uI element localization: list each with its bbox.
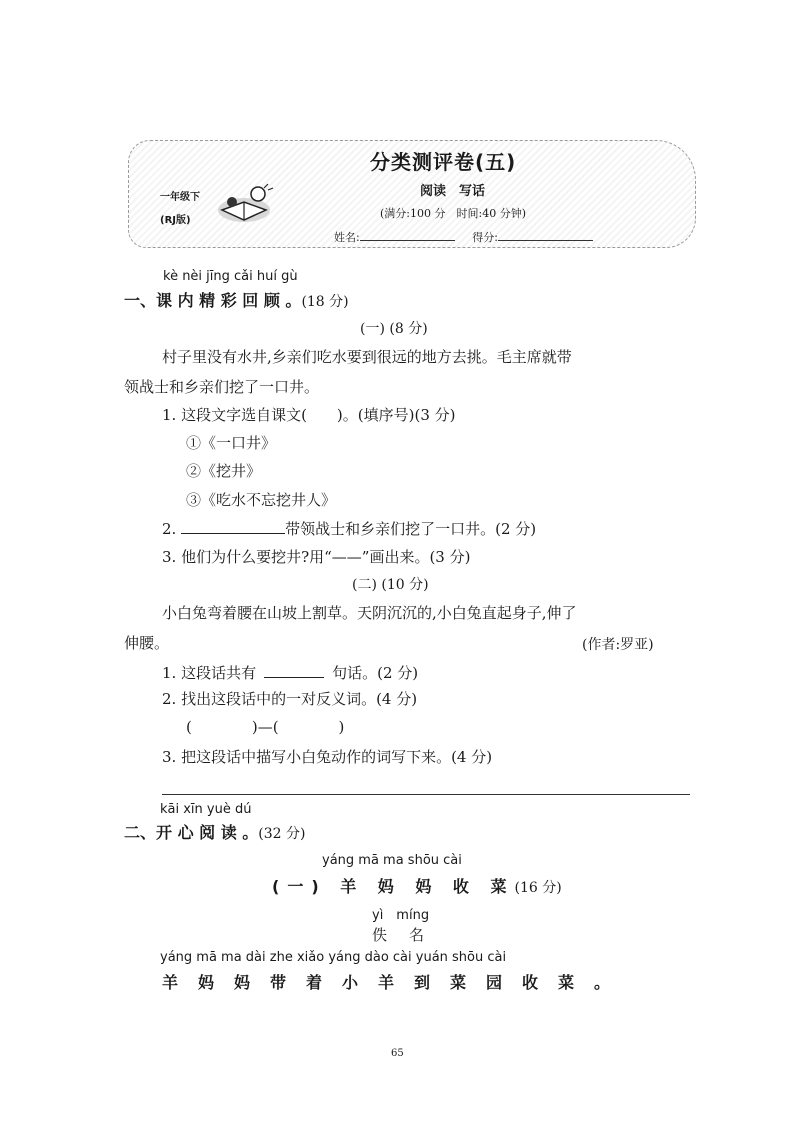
story-author: 佚名 bbox=[372, 926, 447, 944]
score-label: 得分: bbox=[472, 231, 498, 244]
part2-passage-line2: 伸腰。 bbox=[124, 634, 170, 652]
question-text-a: 1. 这段话共有 bbox=[162, 664, 257, 682]
part2-question-2: 2. 找出这段话中的一对反义词。(4 分) bbox=[162, 690, 418, 708]
story-points: (16 分) bbox=[514, 880, 562, 896]
part1-option-2: ②《挖井》 bbox=[186, 462, 262, 480]
section2-pinyin: kāi xīn yuè dú bbox=[160, 802, 252, 817]
grade-line-1: 一年级下 bbox=[160, 192, 200, 203]
author-pinyin: yì míng bbox=[372, 908, 430, 923]
page-number: 65 bbox=[391, 1048, 404, 1059]
name-score-row bbox=[334, 229, 607, 245]
part1-option-1: ①《一口井》 bbox=[186, 434, 277, 452]
part2-author: (作者:罗亚) bbox=[582, 637, 654, 653]
story-line: 羊妈妈带着小羊到菜园收菜。 bbox=[162, 973, 631, 992]
part1-heading: (一) (8 分) bbox=[360, 321, 428, 337]
story-line-pinyin: yáng mā ma dài zhe xiǎo yáng dào cài yuán shōu cài bbox=[160, 950, 507, 965]
score-time-info: (满分:100 分 时间:40 分钟) bbox=[380, 207, 526, 220]
section1-title bbox=[124, 288, 349, 311]
part1-question-1: 1. 这段文字选自课文( )。(填序号)(3 分) bbox=[162, 406, 456, 424]
part2-heading: (二) (10 分) bbox=[352, 577, 429, 593]
part2-passage-line1: 小白兔弯着腰在山坡上割草。天阴沉沉的,小白兔直起身子,伸了 bbox=[162, 604, 577, 622]
answer-blank[interactable] bbox=[264, 663, 324, 678]
story-title bbox=[272, 874, 562, 897]
section2-title bbox=[124, 820, 306, 843]
grade-line-2: (RJ版) bbox=[160, 215, 191, 226]
name-label: 姓名: bbox=[334, 231, 360, 244]
part1-option-3: ③《吃水不忘挖井人》 bbox=[186, 491, 337, 509]
part2-question-1 bbox=[162, 662, 418, 683]
name-blank[interactable] bbox=[360, 229, 455, 241]
question-number: 2. bbox=[162, 520, 177, 538]
section1-points: (18 分) bbox=[301, 294, 349, 310]
part1-question-3: 3. 他们为什么要挖井?用“——”画出来。(3 分) bbox=[162, 548, 471, 566]
answer-line[interactable] bbox=[162, 794, 690, 795]
story-title-pinyin: yáng mā ma shōu cài bbox=[322, 853, 462, 868]
score-blank[interactable] bbox=[498, 229, 593, 241]
section2-points: (32 分) bbox=[258, 826, 306, 842]
question-text-b: 句话。(2 分) bbox=[332, 664, 419, 682]
paper-subtitle: 阅读 写话 bbox=[420, 184, 486, 199]
part1-passage-line2: 领战士和乡亲们挖了一口井。 bbox=[124, 378, 320, 396]
grade-label bbox=[160, 186, 200, 232]
section1-pinyin: kè nèi jīng cǎi huí gù bbox=[163, 269, 298, 284]
section2-title-text: 二、开 心 阅 读 。 bbox=[124, 823, 259, 842]
question-text: 带领战士和乡亲们挖了一口井。(2 分) bbox=[285, 520, 537, 538]
book-reading-icon bbox=[214, 180, 278, 226]
answer-blank[interactable] bbox=[181, 519, 285, 534]
paper-title: 分类测评卷(五) bbox=[370, 150, 517, 174]
antonym-answer-blanks[interactable]: ( )—( ) bbox=[186, 718, 345, 736]
section1-title-text: 一、课 内 精 彩 回 顾 。 bbox=[124, 291, 302, 310]
story-title-text: (一) 羊 妈 妈 收 菜 bbox=[272, 877, 515, 896]
part2-question-3: 3. 把这段话中描写小白兔动作的词写下来。(4 分) bbox=[162, 748, 493, 766]
part1-passage-line1: 村子里没有水井,乡亲们吃水要到很远的地方去挑。毛主席就带 bbox=[162, 348, 572, 366]
part1-question-2 bbox=[162, 518, 536, 539]
